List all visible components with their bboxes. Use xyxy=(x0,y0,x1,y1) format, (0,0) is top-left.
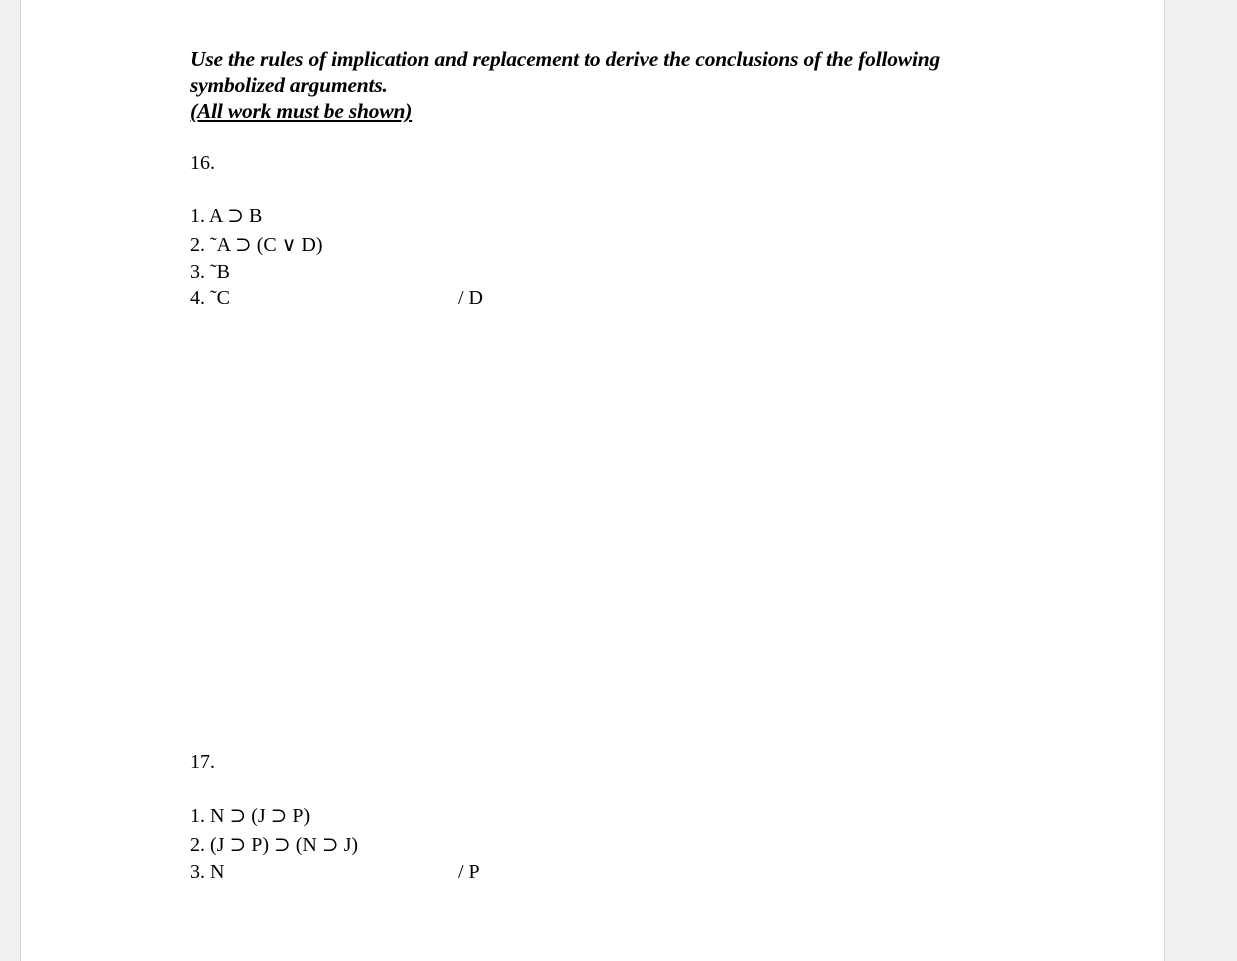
instructions-line-1: Use the rules of implication and replacement to derive the conclusions of the following xyxy=(190,47,941,71)
problem-16-premise-4: 4. ˜C xyxy=(190,287,230,309)
problem-17-premise-3: 3. N xyxy=(190,861,225,883)
problem-17-number: 17. xyxy=(190,751,215,773)
instructions-line-3: (All work must be shown) xyxy=(190,99,413,123)
problem-17-conclusion: / P xyxy=(458,861,480,883)
instructions-line-2: symbolized arguments. xyxy=(190,73,388,97)
problem-17-premise-1: 1. N ⊃ (J ⊃ P) xyxy=(190,805,311,827)
problem-16-premise-2: 2. ˜A ⊃ (C ∨ D) xyxy=(190,234,323,256)
problem-16-premise-3: 3. ˜B xyxy=(190,261,230,283)
problem-17-premise-2: 2. (J ⊃ P) ⊃ (N ⊃ J) xyxy=(190,834,359,856)
instructions xyxy=(190,46,940,124)
problem-16-number: 16. xyxy=(190,152,215,174)
problem-16-premise-1: 1. A ⊃ B xyxy=(190,205,263,227)
document-page xyxy=(20,0,1165,961)
problem-16-conclusion: / D xyxy=(458,287,483,309)
